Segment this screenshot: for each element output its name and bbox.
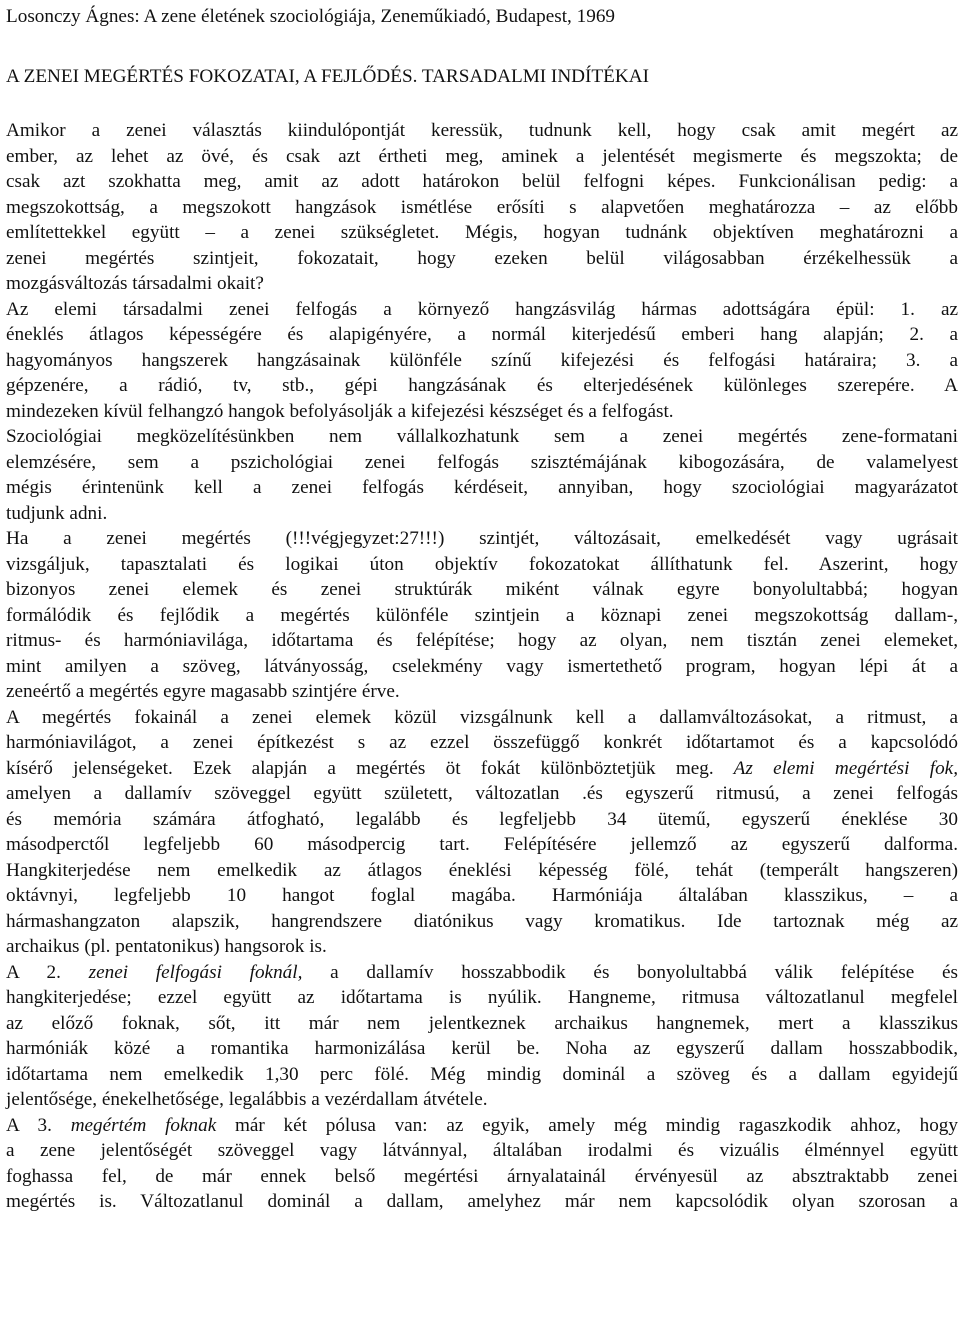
line-text: Az elemi társadalmi zenei felfogás a környező hangzásvilág hármas adottságára épül: 1. az: [6, 298, 958, 320]
text-line: [6, 1138, 958, 1164]
line-text: és memória számára átfogható, legalább és legfeljebb 34 ütemű, egyszerű éneklése 30: [6, 808, 958, 830]
text-line: [6, 552, 958, 578]
text-line: [6, 271, 958, 297]
text-line: [6, 756, 958, 782]
line-text: gépzenére, a rádió, tv, stb., gépi hangzásának és elterjedésének különleges szerepére. A: [6, 375, 958, 396]
line-text: jelentősége, énekelhetősége, legalábbis a vezérdallam átvétele.: [6, 1089, 488, 1110]
line-text: csak azt szokhatta meg, amit az adott határokon belül felfogni képes. Funkcionálisan pedig: a: [6, 171, 958, 192]
body-text: [6, 118, 958, 1215]
text-line: [6, 654, 958, 680]
text-line: [6, 373, 958, 399]
line-text: Szociológiai megközelítésünkben nem vállalkozhatunk sem a zenei megértés zene-formatani: [6, 426, 958, 447]
text-line: [6, 1036, 958, 1062]
text-line: [6, 220, 958, 246]
text-line: [6, 144, 958, 170]
line-text: elemzésére, sem a pszichológiai zenei felfogás szisztémájának kibogozására, de valamelyest: [6, 451, 958, 473]
text-line: [6, 628, 958, 654]
line-text: mozgásváltozás társadalmi okait?: [6, 273, 264, 294]
text-line: [6, 807, 958, 833]
text-line: [6, 450, 958, 476]
line-text: tudjunk adni.: [6, 502, 108, 524]
line-text: formálódik és fejlődik a megértés különféle szintjein a köznapi zenei megszokottság dallam-,: [6, 604, 958, 626]
text-line: [6, 1113, 958, 1139]
line-text: Ha a zenei megértés (!!!végjegyzet:27!!!) szintjét, változásait, emelkedését vagy ugrásait: [6, 528, 958, 549]
line-text: megértés is. Változatlanul dominál a dallam, amelyhez már nem kapcsolódik olyan szorosan a: [6, 1191, 958, 1212]
line-text: mégis érintenünk kell a zenei felfogás kérdéseit, annyiban, hogy szociológiai magyarázatot: [6, 477, 958, 498]
text-line: [6, 781, 958, 807]
text-line: [6, 960, 958, 986]
italic-term: megértém foknak: [70, 1114, 217, 1136]
line-text: ritmus- és harmóniavilága, időtartama és felépítése; hogy az olyan, nem tisztán zenei elemeket,: [6, 630, 958, 651]
line-text: hármashangzaton alapszik, hangrendszere diatónikus vagy kromatikus. Ide tartoznak még az: [6, 910, 958, 932]
text-line: [6, 297, 958, 323]
source-citation: Losonczy Ágnes: A zene életének szociológiája, Zeneműkiadó, Budapest, 1969: [6, 6, 616, 27]
line-text: éneklés átlagos képességére és alapigényére, a normál kiterjedésű emberi hang alapján; 2. a: [6, 324, 958, 345]
text-line: [6, 195, 958, 221]
text-line: [6, 934, 958, 960]
line-text: bizonyos zenei elemek és zenei struktúrák miként válnak egyre bonyolultabbá; hogyan: [6, 579, 958, 600]
line-text: másodperctől legfeljebb 60 másodpercig tart. Felépítésére jellemző az egyszerű dalforma.: [6, 834, 958, 855]
line-text: a zene jelentőségét szöveggel vagy látvánnyal, általában irodalmi és vizuális élménnyel együtt: [6, 1140, 958, 1161]
text-line: [6, 246, 958, 272]
text-line: [6, 705, 958, 731]
text-line: [6, 858, 958, 884]
text-line: [6, 679, 958, 705]
text-line: [6, 399, 958, 425]
line-text: említettekkel együtt – a zenei szükségletet. Mégis, hogyan tudnánk objektíven meghatározni a: [6, 222, 958, 243]
line-prefix: A 2.: [6, 961, 89, 983]
text-line: [6, 1164, 958, 1190]
line-text: zenei megértés szintjeit, fokozatait, hogy ezeken belül világosabban érzékelhessük a: [6, 247, 958, 269]
text-line: [6, 348, 958, 374]
text-line: [6, 832, 958, 858]
line-text: Amikor a zenei választás kiindulópontját keressük, tudnunk kell, hogy csak amit megért az: [6, 120, 958, 141]
italic-term: zenei felfogási foknál,: [88, 961, 303, 983]
line-text: harmóniák közé a romantika harmonizálása kerül be. Noha az egyszerű dallam hosszabbodik,: [6, 1038, 958, 1059]
line-prefix: A 3.: [6, 1114, 71, 1136]
line-text: mindezeken kívül felhangzó hangok befolyásolják a kifejezési készséget és a felfogást.: [6, 400, 674, 422]
line-text: az előző foknak, sőt, itt már nem jelentkeznek archaikus hangnemek, mert a klasszikus: [6, 1012, 958, 1034]
text-line: [6, 1011, 958, 1037]
line-text: kísérő jelenségeket. Ezek alapján a megértés öt fokát különböztetjük meg.: [6, 757, 714, 779]
line-text: megszokottság, a megszokott hangzások ismétlése erősíti s alapvetően meghatározza – az előbb: [6, 196, 958, 218]
text-line: [6, 169, 958, 195]
line-text: mint amilyen a szöveg, látványosság, cselekmény vagy ismertethető program, hogyan lépi át a: [6, 655, 958, 677]
text-line: [6, 1062, 958, 1088]
line-text: harmóniavilágot, a zenei építkezést s az ezzel összefüggő konkrét időtartamot és a kapcsolódó: [6, 732, 958, 753]
text-line: [6, 424, 958, 450]
text-line: [6, 526, 958, 552]
line-text: időtartama nem emelkedik 1,30 perc fölé. Még mindig dominál a szöveg és a dallam egyidejű: [6, 1063, 958, 1085]
line-text: archaikus (pl. pentatonikus) hangsorok is.: [6, 936, 327, 957]
line-text: amelyen a dallamív szöveggel együtt született, változatlan .és egyszerű ritmusú, a zenei felfogás: [6, 783, 958, 804]
text-line: [6, 883, 958, 909]
text-line: [6, 985, 958, 1011]
line-text: oktávnyi, legfeljebb 10 hangot foglal magába. Harmóniája általában klasszikus, – a: [6, 885, 958, 906]
line-text: hangkiterjedése; ezzel együtt az időtartama is nyúlik. Hangneme, ritmusa változatlanul megfelel: [6, 987, 958, 1008]
line-text: A megértés fokainál a zenei elemek közül vizsgálnunk kell a dallamváltozásokat, a ritmust, a: [6, 706, 958, 728]
text-line: [6, 1189, 958, 1215]
text-line: [6, 909, 958, 935]
italic-term: Az elemi megértési fok,: [713, 757, 958, 779]
text-line: [6, 475, 958, 501]
text-line: [6, 730, 958, 756]
text-line: [6, 1087, 958, 1113]
line-text: ember, az lehet az övé, és csak azt értheti meg, aminek a jelentését megismerte és megszokta; de: [6, 145, 958, 167]
line-text: foghassa fel, de már ennek belső megértési árnyalatainál érvényesül az absztraktabb zenei: [6, 1165, 958, 1187]
line-text: vizsgáljuk, tapasztalati és logikai úton objektív fokozatokat állíthatunk fel. Aszerint, hogy: [6, 553, 958, 575]
line-text: a dallamív hosszabbodik és bonyolultabbá válik felépítése és: [302, 961, 958, 983]
text-line: [6, 603, 958, 629]
line-text: zeneértő a megértés egyre magasabb szintjére érve.: [6, 681, 400, 702]
chapter-title: A ZENEI MEGÉRTÉS FOKOZATAI, A FEJLŐDÉS. TARSADALMI INDÍTÉKAI: [6, 66, 649, 87]
line-text: Hangkiterjedése nem emelkedik az átlagos éneklési képesség fölé, tehát (temperált hangszeren): [6, 859, 958, 881]
line-text: hagyományos hangszerek hangzásainak különféle színű kifejezési és felfogási határaira; 3. a: [6, 349, 958, 371]
text-line: [6, 501, 958, 527]
line-text: már két pólusa van: az egyik, amely még mindig ragaszkodik ahhoz, hogy: [216, 1114, 958, 1136]
text-line: [6, 118, 958, 144]
text-line: [6, 577, 958, 603]
text-line: [6, 322, 958, 348]
